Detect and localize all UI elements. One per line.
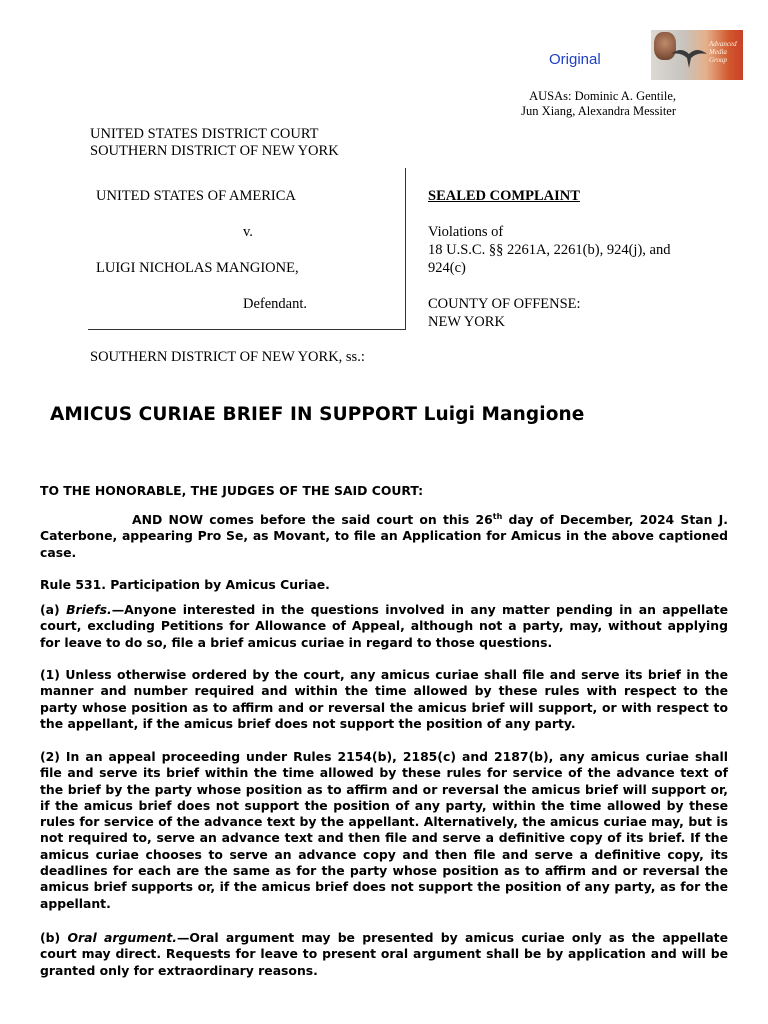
paragraph-b [40, 930, 728, 979]
caption-divider-vertical [405, 168, 406, 330]
violations-line: Violations of [428, 224, 504, 240]
paragraph-a [40, 602, 728, 651]
ausas-line: AUSAs: Dominic A. Gentile, [529, 89, 676, 103]
versus-label: v. [243, 224, 253, 240]
and-now-pre: AND NOW comes before the said court on this 26 [132, 512, 493, 527]
defendant-name: LUIGI NICHOLAS MANGIONE, [96, 260, 299, 276]
and-now-paragraph [40, 512, 728, 561]
violations-line: 924(c) [428, 260, 466, 276]
brief-title [50, 404, 584, 425]
original-label: Original [549, 51, 601, 68]
and-now-post: day of December, 2024 Stan J. Caterbone, appearing Pro Se, as Movant, to file an Application for Amicus in the above captioned case. [40, 512, 728, 560]
county-label: COUNTY OF OFFENSE: [428, 296, 581, 312]
ausas-line: Jun Xiang, Alexandra Messiter [521, 104, 676, 118]
paragraph-a-text: —Anyone interested in the questions involved in any matter pending in an appellate court, excluding Petitions for Allowance of Appeal, although not a party, may, without applying for leave to do so, file a brief amicus curiae in regard to those questions. [40, 602, 728, 650]
brief-title-main: AMICUS CURIAE BRIEF IN SUPPORT [50, 404, 418, 425]
paragraph-b-term: Oral argument. [67, 930, 177, 945]
district-ss: SOUTHERN DISTRICT OF NEW YORK, ss.: [90, 349, 365, 365]
paragraph-b-text: —Oral argument may be presented by amicus curiae only as the appellate court may direct. Requests for leave to present oral argument shall be by application and will be granted only for extraordinary reasons. [40, 930, 729, 978]
paragraph-1: (1) Unless otherwise ordered by the court, any amicus curiae shall file and serve its brief in the manner and number required and within the time allowed by these rules with respect to the party whose position as to affirm and or reversal the amicus brief will support, or with respect to the appellant, if the amicus brief does not support the position of any party. [40, 667, 728, 731]
paragraph-2: (2) In an appeal proceeding under Rules 2154(b), 2185(c) and 2187(b), any amicus curiae shall file and serve its brief within the time allowed by these rules for service of the advance text of the brief by the party whose position as to affirm and or reversal the amicus brief will support or, if the amicus brief does not support the position of any party, within the time allowed by these rules for service of the advance text by the appellant. Alternatively, the amicus curiae may, but is not required to, serve an advance text and then file and serve a definitive copy of its brief. If the amicus curiae chooses to serve an advance copy and then file and serve a definitive copy, its deadlines for each are the same as for the party whose position as to affirm and or reversal the amicus brief supports or, if the amicus brief does not support the position of any party, as for the appellant. [40, 749, 728, 911]
county-block [428, 295, 581, 331]
court-line: SOUTHERN DISTRICT OF NEW YORK [90, 143, 339, 159]
caption-divider-horizontal [88, 329, 406, 330]
salutation: TO THE HONORABLE, THE JUDGES OF THE SAID COURT: [40, 483, 424, 498]
violations-line: 18 U.S.C. §§ 2261A, 2261(b), 924(j), and [428, 242, 671, 258]
ausas-block [416, 89, 676, 119]
eagle-icon [669, 42, 709, 72]
rule-heading: Rule 531. Participation by Amicus Curiae. [40, 577, 330, 592]
brief-title-subject: Luigi Mangione [423, 404, 585, 425]
court-line: UNITED STATES DISTRICT COURT [90, 126, 319, 142]
logo-image [651, 30, 743, 80]
paragraph-a-term: Briefs. [66, 602, 112, 617]
county-value: NEW YORK [428, 314, 505, 330]
violations-block [428, 223, 708, 277]
court-name [90, 126, 339, 160]
paragraph-b-label: (b) [40, 930, 68, 945]
defendant-label: Defendant. [243, 296, 308, 312]
logo-text: Advanced Media Group [709, 40, 737, 64]
complaint-type: SEALED COMPLAINT [428, 188, 580, 204]
paragraph-a-label: (a) [40, 602, 67, 617]
plaintiff-name: UNITED STATES OF AMERICA [96, 188, 296, 204]
ordinal-suffix: th [492, 511, 503, 521]
